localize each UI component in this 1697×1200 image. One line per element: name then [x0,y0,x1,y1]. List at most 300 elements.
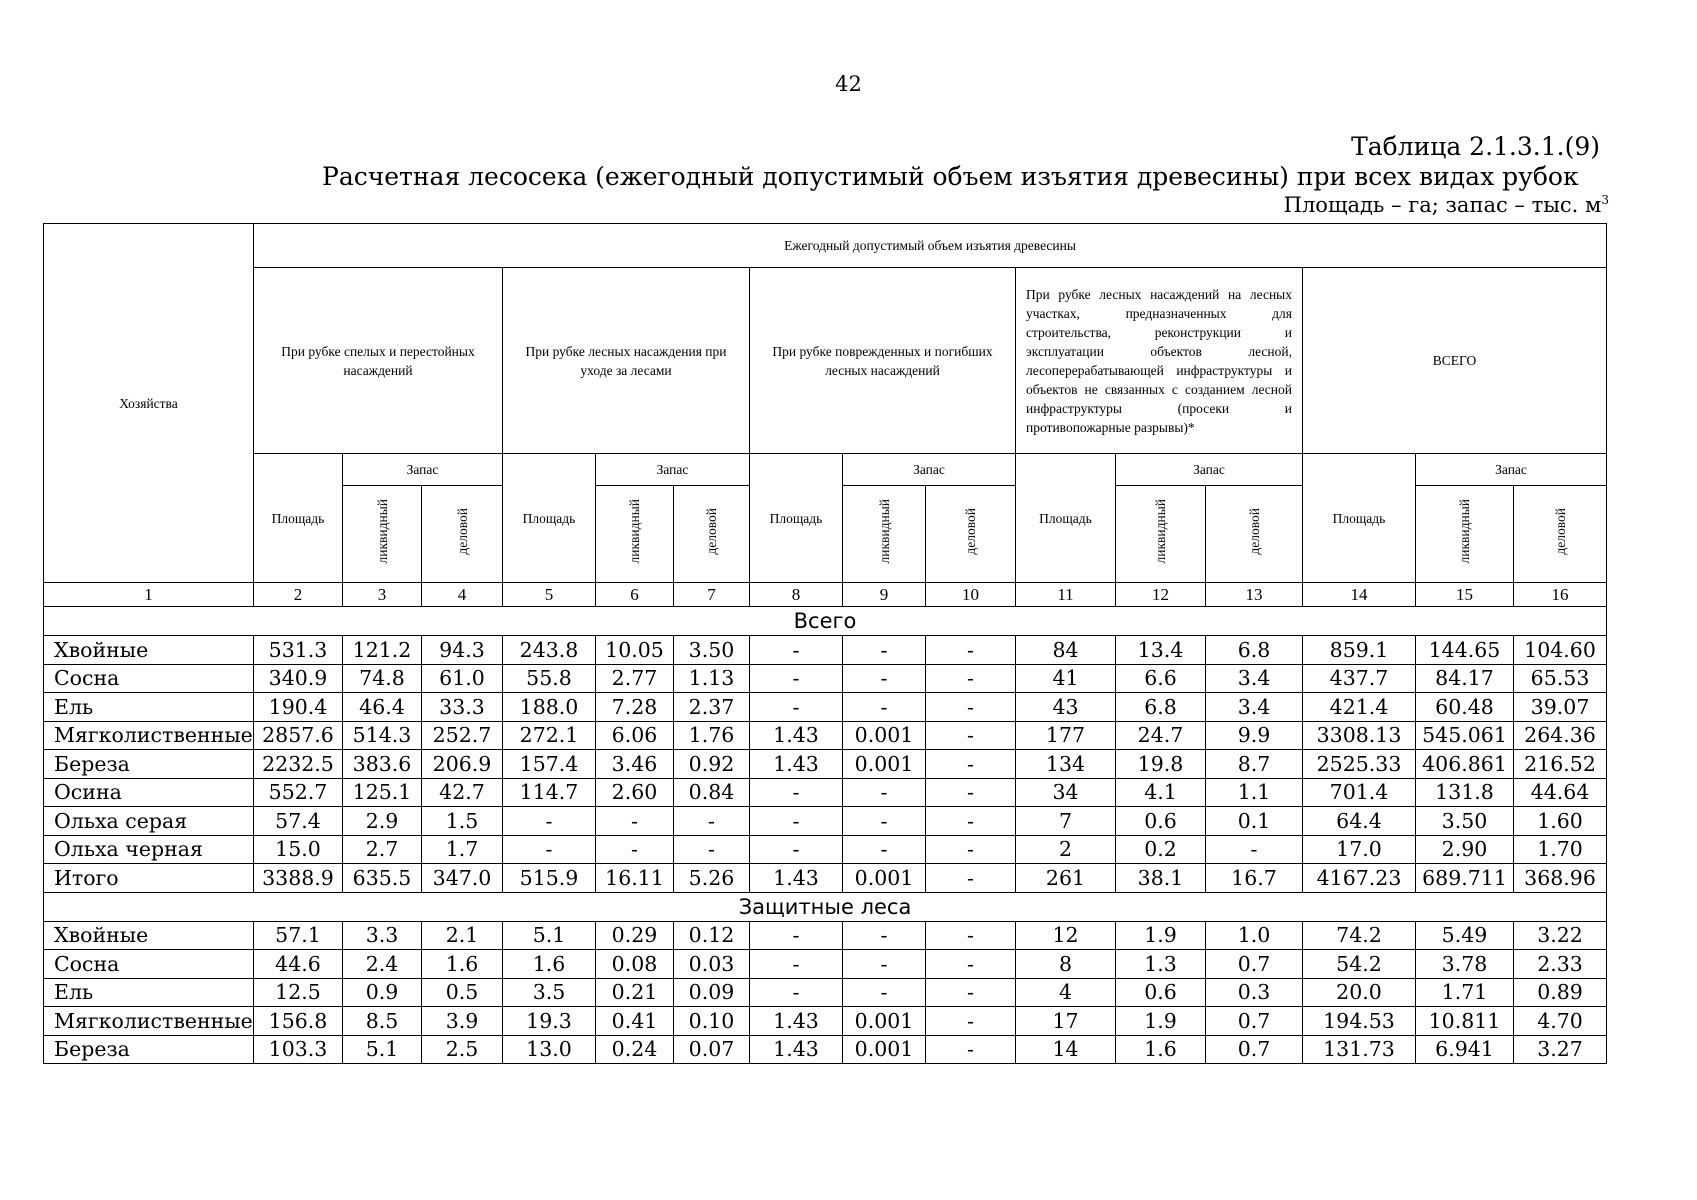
table-body [44,607,1607,1064]
section-title: Всего [44,607,1607,636]
section-row [44,607,1607,636]
row-name: Береза [44,750,254,779]
table-cell: 177 [1016,721,1116,750]
table-cell: 43 [1016,693,1116,722]
table-cell: 0.21 [596,978,674,1007]
table-cell: 0.7 [1206,950,1303,979]
row-name: Хвойные [44,921,254,950]
table-cell: 13.0 [503,1035,596,1064]
header-business-2-label: деловой [704,508,719,555]
table-cell: 0.92 [674,750,750,779]
header-liquid-1-label: ликвидный [374,499,390,564]
column-number: 11 [1016,583,1116,607]
table-cell: - [926,1035,1016,1064]
felling-table [43,223,1607,1064]
column-number: 8 [750,583,843,607]
table-cell: 0.9 [343,978,422,1007]
table-cell: 5.26 [674,864,750,893]
header-business-5 [1514,486,1607,583]
table-cell: 1.71 [1416,978,1514,1007]
table-cell: 243.8 [503,636,596,665]
table-cell: 8.5 [343,1007,422,1036]
table-cell: 20.0 [1303,978,1416,1007]
column-number: 10 [926,583,1016,607]
row-name: Ольха черная [44,835,254,864]
table-cell: 2.9 [343,807,422,836]
table-cell: 514.3 [343,721,422,750]
row-name: Сосна [44,950,254,979]
table-row [44,750,1607,779]
table-row [44,636,1607,665]
table-cell: 0.001 [843,721,926,750]
header-group-mature: При рубке спелых и перестойных насаждений [254,268,503,454]
table-cell: 1.6 [1116,1035,1206,1064]
table-cell: 2232.5 [254,750,343,779]
column-number: 1 [44,583,254,607]
table-cell: 19.8 [1116,750,1206,779]
table-cell: 1.43 [750,864,843,893]
table-cell: - [843,950,926,979]
table-cell: - [926,721,1016,750]
table-cell: 57.1 [254,921,343,950]
table-cell: 272.1 [503,721,596,750]
header-business-3-label: деловой [963,508,978,555]
column-number: 4 [422,583,503,607]
table-cell: 1.0 [1206,921,1303,950]
table-cell: 55.8 [503,664,596,693]
table-cell: 15.0 [254,835,343,864]
row-name: Ольха серая [44,807,254,836]
table-cell: 0.89 [1514,978,1607,1007]
table-row [44,921,1607,950]
table-cell: 1.6 [503,950,596,979]
table-cell: 2.77 [596,664,674,693]
table-cell: - [926,835,1016,864]
table-cell: - [926,921,1016,950]
table-cell: 2.4 [343,950,422,979]
header-area-2: Площадь [503,454,596,583]
table-row [44,721,1607,750]
table-cell: 103.3 [254,1035,343,1064]
table-row [44,664,1607,693]
column-numbers-row [44,583,1607,607]
table-cell: 10.811 [1416,1007,1514,1036]
table-cell: 8 [1016,950,1116,979]
table-cell: 0.3 [1206,978,1303,1007]
table-cell: - [750,978,843,1007]
table-cell: - [843,835,926,864]
table-cell: 134 [1016,750,1116,779]
table-cell: 84.17 [1416,664,1514,693]
column-number: 15 [1416,583,1514,607]
table-cell: 552.7 [254,778,343,807]
table-cell: - [926,636,1016,665]
table-cell: 157.4 [503,750,596,779]
header-group-total: ВСЕГО [1303,268,1607,454]
table-cell: 104.60 [1514,636,1607,665]
table-cell: 190.4 [254,693,343,722]
table-cell: 2.5 [422,1035,503,1064]
table-cell: 368.96 [1514,864,1607,893]
table-cell: 44.6 [254,950,343,979]
table-cell: 0.03 [674,950,750,979]
table-cell: 12.5 [254,978,343,1007]
table-cell: 0.7 [1206,1035,1303,1064]
header-business-4-label: деловой [1246,508,1262,555]
table-cell: 0.001 [843,864,926,893]
table-cell: - [750,664,843,693]
table-row [44,835,1607,864]
table-cell: 2.37 [674,693,750,722]
table-cell: 74.8 [343,664,422,693]
header-business-4 [1206,486,1303,583]
column-number: 6 [596,583,674,607]
table-cell: 0.7 [1206,1007,1303,1036]
table-cell: - [926,778,1016,807]
table-cell: 64.4 [1303,807,1416,836]
table-cell: 1.3 [1116,950,1206,979]
header-stock-4: Запас [1116,454,1303,486]
table-cell: 57.4 [254,807,343,836]
table-cell: 2.60 [596,778,674,807]
table-cell: 5.1 [343,1035,422,1064]
column-number: 16 [1514,583,1607,607]
table-header [44,224,1607,607]
table-cell: 0.41 [596,1007,674,1036]
table-cell: 261 [1016,864,1116,893]
table-cell: 635.5 [343,864,422,893]
table-cell: 17.0 [1303,835,1416,864]
table-cell: 194.53 [1303,1007,1416,1036]
table-cell: 19.3 [503,1007,596,1036]
table-cell: 0.24 [596,1035,674,1064]
table-cell: - [750,835,843,864]
table-cell: 7.28 [596,693,674,722]
table-cell: 94.3 [422,636,503,665]
table-cell: 3.4 [1206,664,1303,693]
header-liquid-5-label: ликвидный [1457,499,1472,564]
table-cell: - [750,921,843,950]
header-business-1 [422,486,503,583]
table-cell: 3.78 [1416,950,1514,979]
table-cell: 114.7 [503,778,596,807]
table-cell: - [843,693,926,722]
table-cell: 531.3 [254,636,343,665]
table-cell: 3.9 [422,1007,503,1036]
table-cell: 1.7 [422,835,503,864]
table-cell: 10.05 [596,636,674,665]
header-liquid-1 [343,486,422,583]
table-cell: 0.10 [674,1007,750,1036]
table-cell: 1.43 [750,721,843,750]
column-number: 13 [1206,583,1303,607]
table-cell: - [596,807,674,836]
table-cell: 0.12 [674,921,750,950]
table-cell: 188.0 [503,693,596,722]
header-group-thinning: При рубке лесных насаждения при уходе за лесами [503,268,750,454]
table-cell: 252.7 [422,721,503,750]
table-cell: 1.5 [422,807,503,836]
table-cell: - [926,807,1016,836]
header-area-3: Площадь [750,454,843,583]
table-cell: - [1206,835,1303,864]
table-cell: 1.43 [750,1035,843,1064]
table-cell: 1.70 [1514,835,1607,864]
header-stock-1: Запас [343,454,503,486]
row-name: Сосна [44,664,254,693]
table-cell: 0.2 [1116,835,1206,864]
table-cell: 61.0 [422,664,503,693]
row-name: Хвойные [44,636,254,665]
table-cell: - [750,950,843,979]
table-cell: - [596,835,674,864]
row-name: Береза [44,1035,254,1064]
table-cell: 2.33 [1514,950,1607,979]
table-cell: 206.9 [422,750,503,779]
table-cell: - [843,664,926,693]
header-liquid-3-label: ликвидный [876,499,892,564]
table-cell: 3.22 [1514,921,1607,950]
table-cell: 65.53 [1514,664,1607,693]
row-name: Итого [44,864,254,893]
table-cell: 54.2 [1303,950,1416,979]
table-cell: 701.4 [1303,778,1416,807]
table-cell: 6.8 [1206,636,1303,665]
table-cell: 3.3 [343,921,422,950]
header-group-construction: При рубке лесных насаждений на лесных участках, предназначенных для строительства, реконструкции и эксплуатации объектов лесной, лесоперерабатывающей инфраструктуры и объектов не связанных с созданием лесной инфраструктуры (просеки и противопожарные разрывы)* [1016,268,1303,454]
table-cell: - [843,778,926,807]
header-stock-2: Запас [596,454,750,486]
table-cell: 6.8 [1116,693,1206,722]
table-cell: - [503,835,596,864]
table-cell: 13.4 [1116,636,1206,665]
table-cell: 1.9 [1116,1007,1206,1036]
header-area-5: Площадь [1303,454,1416,583]
table-cell: - [926,864,1016,893]
table-cell: 44.64 [1514,778,1607,807]
table-cell: 4 [1016,978,1116,1007]
header-business-5-label: деловой [1552,508,1568,555]
table-row [44,807,1607,836]
table-cell: 0.6 [1116,807,1206,836]
table-cell: 46.4 [343,693,422,722]
table-cell: 2 [1016,835,1116,864]
table-cell: 383.6 [343,750,422,779]
table-cell: 8.7 [1206,750,1303,779]
header-business-1-label: деловой [454,508,470,555]
table-cell: 1.60 [1514,807,1607,836]
table-cell: 39.07 [1514,693,1607,722]
units-note [1284,193,1609,217]
section-row [44,892,1607,921]
table-cell: 0.001 [843,1007,926,1036]
table-cell: - [926,1007,1016,1036]
column-number: 2 [254,583,343,607]
column-number: 9 [843,583,926,607]
table-cell: 0.84 [674,778,750,807]
row-name: Ель [44,978,254,1007]
column-number: 7 [674,583,750,607]
table-cell: 24.7 [1116,721,1206,750]
table-row [44,1035,1607,1064]
header-area-1: Площадь [254,454,343,583]
table-cell: 2.1 [422,921,503,950]
table-cell: 3.5 [503,978,596,1007]
table-cell: 156.8 [254,1007,343,1036]
table-cell: 42.7 [422,778,503,807]
table-cell: 6.941 [1416,1035,1514,1064]
table-cell: - [843,807,926,836]
table-cell: 3.27 [1514,1035,1607,1064]
table-cell: - [843,921,926,950]
table-row [44,864,1607,893]
header-farms: Хозяйства [44,224,254,583]
header-area-4: Площадь [1016,454,1116,583]
table-cell: 4.70 [1514,1007,1607,1036]
table-cell: - [926,693,1016,722]
header-annual-volume: Ежегодный допустимый объем изъятия древесины [254,224,1607,268]
table-cell: 0.001 [843,750,926,779]
table-cell: 216.52 [1514,750,1607,779]
header-business-3 [926,486,1016,583]
table-cell: 17 [1016,1007,1116,1036]
table-cell: 16.7 [1206,864,1303,893]
table-cell: 60.48 [1416,693,1514,722]
table-cell: 0.08 [596,950,674,979]
table-cell: 3.50 [674,636,750,665]
table-row [44,693,1607,722]
table-cell: 6.6 [1116,664,1206,693]
table-cell: 34 [1016,778,1116,807]
units-sup: 3 [1601,193,1609,207]
table-cell: 1.1 [1206,778,1303,807]
table-cell: 5.49 [1416,921,1514,950]
column-number: 3 [343,583,422,607]
table-cell: 1.6 [422,950,503,979]
table-row [44,778,1607,807]
table-cell: 0.6 [1116,978,1206,1007]
table-cell: 2857.6 [254,721,343,750]
table-cell: 4167.23 [1303,864,1416,893]
table-title: Расчетная лесосека (ежегодный допустимый объем изъятия древесины) при всех видах рубок [322,162,1579,191]
table-cell: 0.5 [422,978,503,1007]
header-business-2 [674,486,750,583]
row-name: Мягколиственные [44,1007,254,1036]
table-cell: 689.711 [1416,864,1514,893]
table-cell: 859.1 [1303,636,1416,665]
table-cell: 84 [1016,636,1116,665]
table-cell: 6.06 [596,721,674,750]
table-cell: 7 [1016,807,1116,836]
table-row [44,950,1607,979]
table-cell: 421.4 [1303,693,1416,722]
table-cell: 9.9 [1206,721,1303,750]
table-cell: - [750,693,843,722]
table-cell: 2525.33 [1303,750,1416,779]
table-cell: 0.09 [674,978,750,1007]
table-cell: - [843,636,926,665]
table-cell: 144.65 [1416,636,1514,665]
header-liquid-2 [596,486,674,583]
table-cell: 2.90 [1416,835,1514,864]
header-liquid-5 [1416,486,1514,583]
table-cell: 3.46 [596,750,674,779]
table-cell: 1.76 [674,721,750,750]
table-cell: 437.7 [1303,664,1416,693]
table-cell: 14 [1016,1035,1116,1064]
table-cell: 1.43 [750,1007,843,1036]
table-cell: 0.29 [596,921,674,950]
table-cell: 2.7 [343,835,422,864]
row-name: Осина [44,778,254,807]
table-cell: 0.07 [674,1035,750,1064]
table-cell: 131.73 [1303,1035,1416,1064]
table-cell: 125.1 [343,778,422,807]
table-cell: 3.50 [1416,807,1514,836]
column-number: 5 [503,583,596,607]
column-number: 14 [1303,583,1416,607]
header-liquid-4-label: ликвидный [1153,499,1168,564]
table-cell: 0.001 [843,1035,926,1064]
table-cell: - [503,807,596,836]
table-cell: 406.861 [1416,750,1514,779]
table-cell: 347.0 [422,864,503,893]
table-row [44,978,1607,1007]
table-cell: 5.1 [503,921,596,950]
table-cell: 121.2 [343,636,422,665]
table-cell: - [926,978,1016,1007]
table-cell: - [750,636,843,665]
table-cell: 515.9 [503,864,596,893]
table-cell: 264.36 [1514,721,1607,750]
row-name: Мягколиственные [44,721,254,750]
table-cell: - [750,807,843,836]
table-cell: - [926,750,1016,779]
table-cell: 16.11 [596,864,674,893]
table-cell: 131.8 [1416,778,1514,807]
table-cell: 3388.9 [254,864,343,893]
header-stock-3: Запас [843,454,1016,486]
header-liquid-4 [1116,486,1206,583]
table-cell: 12 [1016,921,1116,950]
table-cell: 3.4 [1206,693,1303,722]
table-cell: - [926,664,1016,693]
page-number: 42 [835,72,862,96]
header-liquid-2-label: ликвидный [627,499,642,564]
row-name: Ель [44,693,254,722]
table-cell: - [926,950,1016,979]
table-cell: 33.3 [422,693,503,722]
table-cell: 3308.13 [1303,721,1416,750]
header-group-damaged: При рубке поврежденных и погибших лесных насаждений [750,268,1016,454]
column-number: 12 [1116,583,1206,607]
table-cell: - [843,978,926,1007]
table-cell: 1.13 [674,664,750,693]
table-cell: 340.9 [254,664,343,693]
table-cell: - [674,835,750,864]
table-number: Таблица 2.1.3.1.(9) [1351,132,1600,161]
header-liquid-3 [843,486,926,583]
table-cell: 38.1 [1116,864,1206,893]
table-cell: 4.1 [1116,778,1206,807]
table-cell: 0.1 [1206,807,1303,836]
units-text: Площадь – га; запас – тыс. м [1283,193,1602,217]
header-stock-5: Запас [1416,454,1607,486]
table-cell: 74.2 [1303,921,1416,950]
table-row [44,1007,1607,1036]
table-cell: 41 [1016,664,1116,693]
table-cell: 1.9 [1116,921,1206,950]
